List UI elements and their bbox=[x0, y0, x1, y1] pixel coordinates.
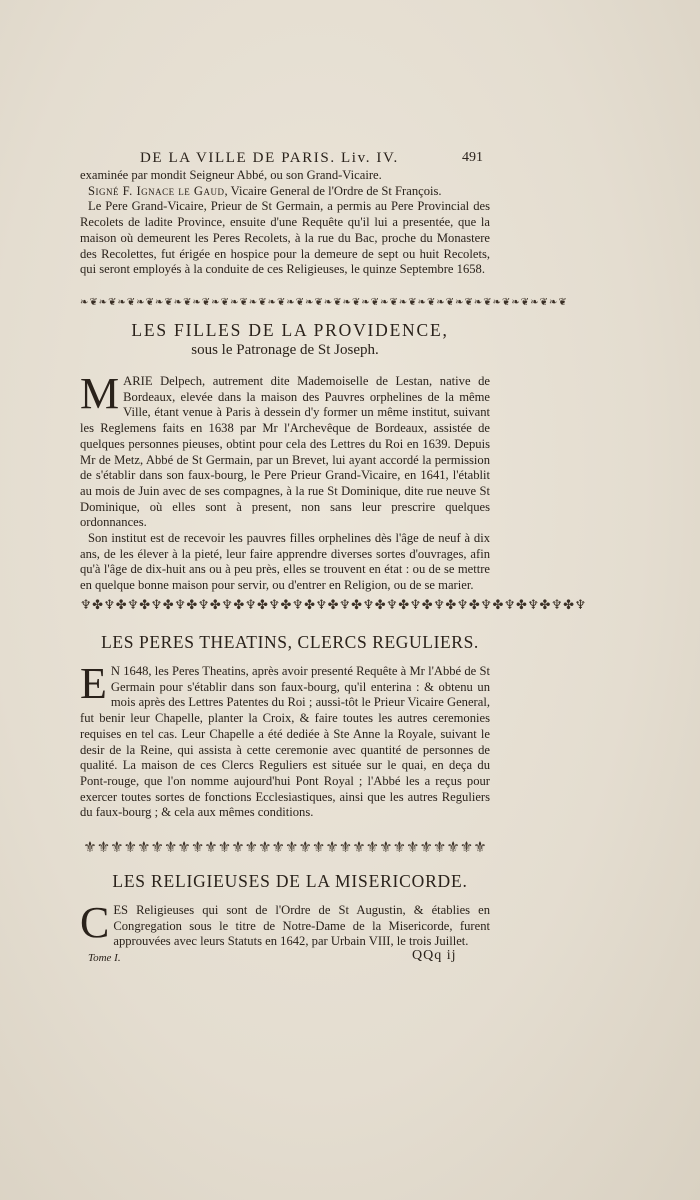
section-heading: LES PERES THEATINS, CLERCS REGULIERS. bbox=[101, 632, 479, 652]
drop-cap: M bbox=[80, 369, 120, 418]
page-number: 491 bbox=[462, 150, 483, 165]
paragraph-text: N 1648, les Peres Theatins, après avoir presenté Requête à Mr l'Abbé de St Germain pour s'établir dans son faux-bourg, qu'il enterina : & obtenu un mois après des Lettres Patentes du Roi ; aussi-tôt le Prieur Vicaire General, fut benir leur Chapelle, planter la Croix, & faire toutes les autres ceremonies requises en tel cas. Leur Chapelle a été dediée à Ste Anne la Royale, suivant le desir de la Reine, qui assista à cette ceremonie avec quantité de personnes de qualité. La maison de ces Clercs Reguliers est située sur le quai, en deça du Pont-rouge, que l'on nomme aujourd'hui Pont Royal ; l'Abbé les a reçus pour exercer toutes sortes de fonctions Ecclesiastiques, ainsi que les autres Reguliers du faux-bourg ; & cela aux mêmes conditions. bbox=[80, 664, 490, 820]
drop-cap: E bbox=[80, 659, 107, 708]
drop-cap: C bbox=[80, 898, 110, 947]
ornament-band: ❧❦❧❦❧❦❧❦❧❦❧❦❧❦❧❦❧❦❧❦❧❦❧❦❧❦❧❦❧❦❧❦❧❦❧❦❧❦❧❦❧❦❧❦❧❦❧❦❧❦❧❦ bbox=[80, 297, 568, 308]
section-heading: LES FILLES DE LA PROVIDENCE, bbox=[131, 320, 449, 340]
paragraph: Son institut est de recevoir les pauvres filles orphelines dès l'âge de neuf à dix ans, de les élever à la pieté, leur faire apprendre diverses sortes d'ouvrages, afin qu'à l'âge de dix-huit ans ou à peu près, elles se trouvent en état : ou de se mettre en quelque bonne maison pour servir, ou d'entrer en Religion, ou de se marier. bbox=[80, 531, 490, 593]
signature-mark: QQq ij bbox=[412, 948, 457, 963]
ornament-band: ⚜⚜⚜⚜⚜⚜⚜⚜⚜⚜⚜⚜⚜⚜⚜⚜⚜⚜⚜⚜⚜⚜⚜⚜⚜⚜⚜⚜⚜⚜ bbox=[83, 838, 487, 856]
ornament-band: ♆✤♆✤♆✤♆✤♆✤♆✤♆✤♆✤♆✤♆✤♆✤♆✤♆✤♆✤♆✤♆✤♆✤♆✤♆✤♆✤♆✤♆ bbox=[80, 598, 587, 613]
section-theatins-text bbox=[80, 659, 490, 821]
section-heading: LES RELIGIEUSES DE LA MISERICORDE. bbox=[112, 871, 468, 891]
running-head: DE LA VILLE DE PARIS. Liv. IV. bbox=[140, 150, 399, 166]
signature-paragraph bbox=[80, 184, 490, 200]
paragraph-text: ARIE Delpech, autrement dite Mademoiselle de Lestan, native de Bordeaux, elevée dans la maison des Pauvres orphelines de la même Ville, étant venue à Paris à dessein d'y former un même institut, suivant les Reglemens faits en 1638 par Mr l'Archevêque de Bordeaux, assistée de quelques personnes pieuses, obtint pour cela des Lettres du Roi en 1639. Depuis Mr de Metz, Abbé de St Germain, par un Brevet, lui ayant accordé la permission de s'établir dans son faux-bourg, le Pere Prieur Grand-Vicaire, en 1641, l'établit au mois de Juin avec de ses compagnes, à la rue St Dominique, dite rue neuve St Dominique, où elles sont à present, non sans leur prescrire quelques ordonnances. bbox=[80, 374, 490, 530]
paragraph bbox=[80, 369, 490, 531]
section-recolets-text bbox=[80, 168, 490, 278]
paragraph-text: ES Religieuses qui sont de l'Ordre de St Augustin, & établies en Congregation sous le titre de Notre-Dame de la Misericorde, furent approuvées avec leurs Statuts en 1642, par Urbain VIII, le trois Juillet. bbox=[113, 903, 490, 949]
paragraph: examinée par mondit Seigneur Abbé, ou son Grand-Vicaire. bbox=[80, 168, 382, 182]
volume-label: Tome I. bbox=[88, 952, 121, 964]
paragraph bbox=[80, 659, 490, 821]
section-providence-text bbox=[80, 369, 490, 594]
section-subheading: sous le Patronage de St Joseph. bbox=[191, 342, 379, 358]
section-misericorde-text bbox=[80, 898, 490, 950]
signature-rest: , Vicaire General de l'Ordre de St François. bbox=[224, 183, 442, 198]
signatory: Signé F. Ignace le Gaud bbox=[88, 183, 225, 198]
paragraph bbox=[80, 898, 490, 950]
paragraph: Le Pere Grand-Vicaire, Prieur de St Germain, a permis au Pere Provincial des Recolets de ladite Province, ensuite d'une Requête qu'il lui a presentée, que la maison où demeurent les Peres Recolets, à la rue du Bac, proche du Monastere des Recolettes, fut érigée en hospice pour la demeure de sept ou huit Recolets, qui seront employés à la conduite de ces Religieuses, le quinze Septembre 1658. bbox=[80, 199, 490, 277]
